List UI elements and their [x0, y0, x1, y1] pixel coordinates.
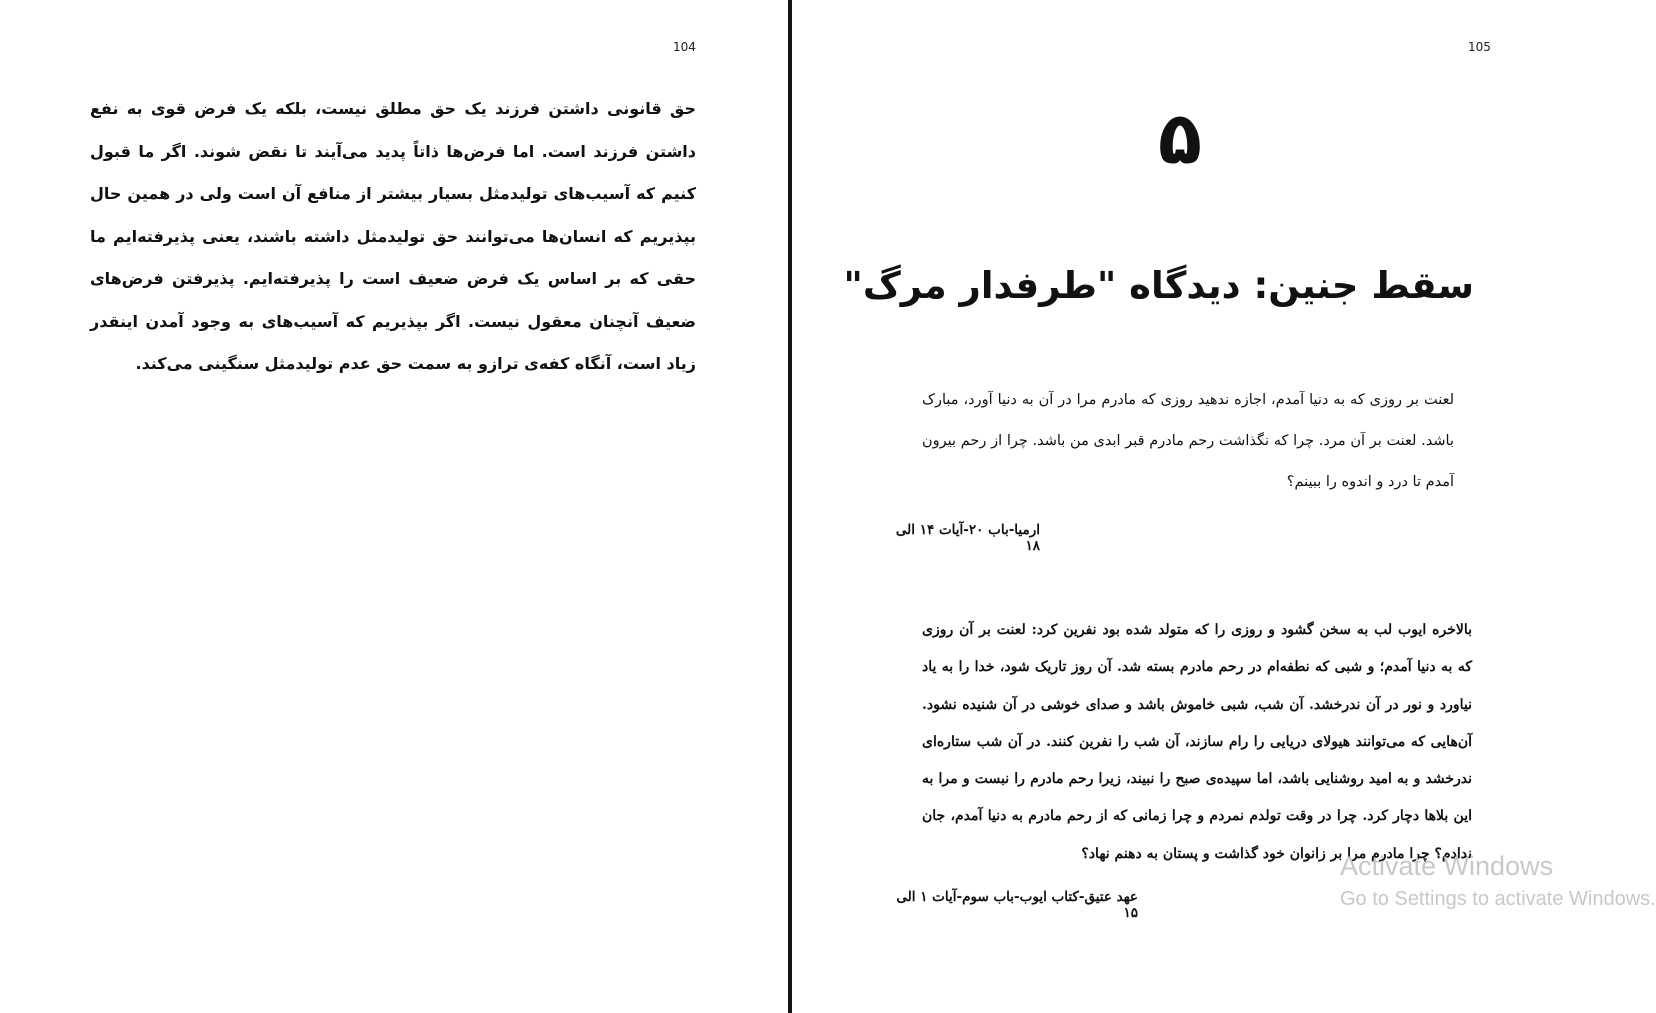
epigraph-quote-jeremiah: لعنت بر روزی که به دنیا آمدم، اجازه ندهید روزی که مادرم مرا در آن به دنیا آورد، مبارک باشد. لعنت بر آن مرد. چرا که نگذاشت رحم مادرم قبر ابدی من باشد. چرا از رحم بیرون آمدم تا درد و اندوه را ببینم؟ [922, 392, 1454, 490]
chapter-title: سقط جنین: دیدگاه "طرفدار مرگ" [843, 264, 1474, 307]
epigraph-quote-job: بالاخره ایوب لب به سخن گشود و روزی را که متولد شده بود نفرین کرد: لعنت بر آن روزی که به دنیا آمدم؛ و شبی که نطفه‌ام در رحم مادرم بسته شد. آن روز تاریک شود، خدا را به یاد نیاورد و نور در آن ندرخشد. آن شب، شبی خاموش باشد و صدای خوشی در آن شنیده نشود. آن‌هایی که می‌توانند هیولای دریایی را رام سازند، آن شب را نفرین کنند. در آن شب ستاره‌ای ندرخشد و به امید روشنایی باشد، اما سپیده‌ی صبح را نبیند، زیرا رحم مادرم را نبست و مرا به این بلاها دچار کرد. چرا در وقت تولدم نمردم و چرا زمانی که از رحم مادرم به دنیا آمدم، جان ندادم؟ چرا مادرم مرا بر زانوان خود گذاشت و پستان به دهنم نهاد؟ [922, 622, 1472, 862]
page-number-right: 105 [1468, 40, 1491, 54]
epigraph-citation-job: عهد عتیق-کتاب ایوب-باب سوم-آیات ۱ الی ۱۵ [896, 889, 1138, 921]
watermark-title: Activate Windows [1340, 851, 1554, 881]
chapter-number: ۵ [1158, 96, 1202, 180]
left-body-paragraph: حق قانونی داشتن فرزند یک حق مطلق نیست، بلکه یک فرض قوی به نفع داشتن فرزند است. اما فرض‌ها ذاتاً پدید می‌آیند تا نقض شوند. اگر ما قبول کنیم که آسیب‌های تولیدمثل بسیار بیشتر از منافع آن است ولی در همین حال بپذیریم که انسان‌ها می‌توانند حق تولیدمثل داشته باشند، یعنی پذیرفته‌ایم ما حقی که بر اساس یک فرض ضعیف است را پذیرفته‌ایم. پذیرفتن فرض‌های ضعیف آنچنان معقول نیست. اگر بپذیریم که آسیب‌های به وجود آمدن اینقدر زیاد است، آنگاه کفه‌ی ترازو به سمت حق عدم تولیدمثل سنگینی می‌کند. [90, 99, 696, 373]
left-page [0, 0, 788, 1013]
epigraph-citation-jeremiah: ارمیا-باب ۲۰-آیات ۱۴ الی ۱۸ [895, 522, 1040, 554]
watermark-subtitle: Go to Settings to activate Windows. [1340, 888, 1656, 910]
page-number-left: 104 [673, 40, 696, 54]
activation-watermark [1340, 848, 1656, 914]
